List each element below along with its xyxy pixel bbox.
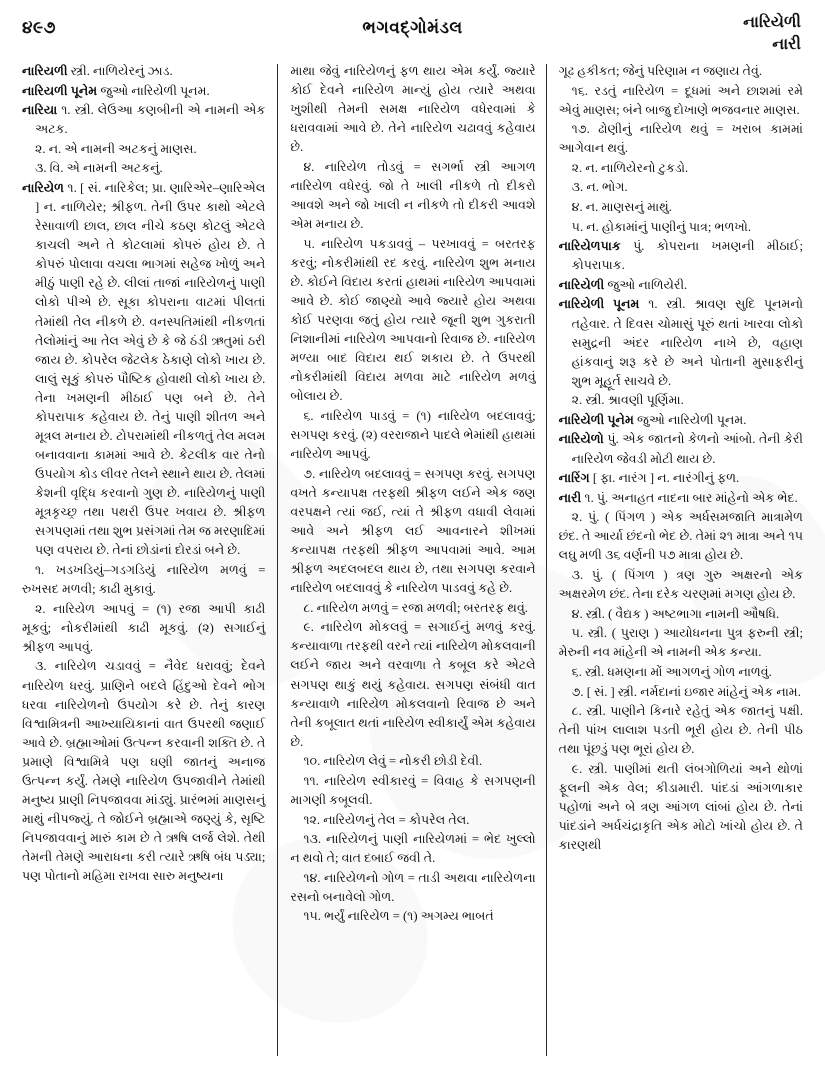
numbered-sense: ૧૭. ઢોણીનું નારિયેળ થવું = ખરાબ કામમાં આગેવાન થવું. <box>558 122 803 156</box>
guide-word-top: નારિયેળી <box>743 14 801 31</box>
numbered-sense: ૩. ન. ભોગ. <box>571 180 628 195</box>
dictionary-entry <box>559 489 803 508</box>
entry-definition: [ ફા. નારંગ ] ન. નારંગીનું ફળ. <box>589 471 740 486</box>
entry-headword: નારિયેળ <box>22 180 64 195</box>
entry-definition: સ્ત્રી. નાળિયેરનું ઝાડ. <box>67 64 173 78</box>
entry-definition: જુઓ નારિયેળી પૂનમ. <box>633 412 747 427</box>
numbered-sense: ૨. પું. ( પિંગળ ) એક અર્ધસમજાતિ માત્રામેળ છંદ. તે આર્યા છંદનો ભેદ છે. તેમાં ૨૧ માત્રા અને ૧૫ લઘુ મળી ૩૬ વર્ણની ૫૭ માત્રા હોય છે. <box>558 510 803 563</box>
numbered-sense: ૧. ખડખડિયું–ગડગડિયું નારિયેળ મળવું = રુખસદ મળવી; કાઢી મુકાવું. <box>22 563 266 597</box>
column-container <box>0 62 825 1070</box>
dictionary-entry <box>559 469 803 488</box>
guide-words <box>743 12 801 55</box>
numbered-sense: ૬. નારિયેળ પાડવું = (૧) નારિયેળ બદલાવવું; સગપણ કરવું. (૨) વરરાજાને પાદલે ભેમાંથી હાથમાં નારિયેળ આપવું. <box>290 408 536 462</box>
numbered-sense: ૧૧. નારિયેળ સ્વીકારવું = વિવાહ કે સગપણની માગણી કબૂલવી. <box>290 773 536 807</box>
numbered-sense: ૧૪. નારિયેળનો ગોળ = તાડી અથવા નારિયેળના રસનો બનાવેલો ગોળ. <box>290 870 536 904</box>
numbered-sense: ૪. ન. માણસનું માથું. <box>571 200 672 215</box>
dictionary-entry <box>559 430 803 468</box>
entry-headword: નારિંગ <box>558 471 590 486</box>
numbered-sense: ૨. નારિયેળ આપવું = (૧) રજા આપી કાઢી મૂકવું; નોકરીમાંથી કાઢી મૂકવું. (૨) સગાઈનું શ્રીફળ આપવું. <box>22 601 266 654</box>
numbered-sense: ૭. નારિયેળ બદલાવવું = સગપણ કરવું. સગપણ વખતે કન્યાપક્ષ તરફથી શ્રીફળ લઈને એક જણ વરપક્ષને ત્યાં જઈ, ત્યાં તે શ્રીફળ વધાવી લેવામાં આવે અને શ્રીફળ લઈ આવનારને શીખમાં કન્યાપક્ષ તરફથી શ્રીફળ આપવામાં આવે. આમ શ્રીફળ અદલબદલ થાય છે, તથા સગપણ કરવાને નારિયેળ બદલાવવું કે નારિયેળ પાડવવું કહે છે. <box>290 466 536 596</box>
dictionary-entry <box>559 237 803 275</box>
numbered-sense: ૯. સ્ત્રી. પાણીમાં થતી લંબગોળિયાં અને થોળાં ફૂલની એક વેલ; કીડામારી. પાંદડાં આંગળાકાર પહોળાં અને બે ત્રણ આંગળ લાંબાં હોય છે. તેનાં પાંદડાંને અર્ધચંદ્રાકૃતિ એક મોટો ખાંચો હોય છે. તે કારણથી <box>558 761 803 853</box>
numbered-sense: ૪. સ્ત્રી. ( વૈદ્યક ) અષ્ટભાગા નામની ઔષધિ. <box>571 606 780 621</box>
page-number: ૪૯૭ <box>22 18 56 37</box>
numbered-sense: ૨. ન. નાળિયેરનો ટુકડો. <box>571 160 689 175</box>
numbered-sense: ૮. સ્ત્રી. પાણીને કિનારે રહેતું એક જાતનું પક્ષી. તેની પાંખ લાલાશ પડતી ભૂરી હોય છે. તેની પીઠ તથા પૂંછડું પણ ભૂરાં હોય છે. <box>558 704 803 757</box>
text-column-1 <box>0 62 277 1070</box>
entry-headword: નારિયળી પૂનેમ <box>22 83 98 98</box>
dictionary-entry <box>559 295 803 390</box>
dictionary-entry <box>22 101 265 139</box>
numbered-sense: ૩. પું. ( પિંગળ ) ત્રણ ગુરુ અક્ષરનો એક અક્ષરમેળ છંદ. તેના દરેક ચરણમાં મગણ હોય છે. <box>558 568 803 602</box>
entry-definition: પું. એક જાતનો કેળનો આંબો. તેની કેરી નારિયેળ જેવડી મોટી થાય છે. <box>571 432 803 466</box>
numbered-sense: ૫. સ્ત્રી. ( પુરાણ ) આયોધનના પુત્ર ફરુની સ્ત્રી; મેરુની નવ માંહેની એ નામની એક કન્યા. <box>558 626 803 660</box>
continuation-paragraph: માથા જેવું નારિયેળનું ફળ થાય એમ કર્યું. જ્યારે કોઈ દેવને નારિયેળ માન્યું હોય ત્યારે અથવા ખુશીથી તેમની સમક્ષ નારિયેળ વધેરવામાં કે ધરાવવામાં આવે છે. તેને નારિયેળ ચઢાવવું કહેવાય છે. <box>290 64 536 155</box>
numbered-sense: ૭. [ સં. ] સ્ત્રી. નર્મદાનાં ઇજાર માંહેનું એક નામ. <box>571 684 801 699</box>
text-column-2 <box>278 62 545 1070</box>
numbered-sense: ૧૦. નારિયેળ લેવું = નોકરી છોડી દેવી. <box>303 754 483 769</box>
dictionary-entry <box>22 179 265 561</box>
entry-headword: નારિયેળી <box>558 277 605 292</box>
book-title: ભગવદ્ગોમંડલ <box>362 18 463 37</box>
numbered-sense: ૩. નારિયેળ ચડાવવું = નૈવેદ ધરાવવું; દેવને નારિયેળ ધરવું. પ્રાણિને બદલે હિંદુઓ દેવને ભોગ ધરવા નારિયેળનો ઉપયોગ કરે છે. તેનું કારણ વિશ્વામિત્રની આખ્યાયિકાનાં વાત ઉપરથી જણાઈ આવે છે. બ્રહ્માઓમાં ઉત્પન્ન કરવાની શક્તિ છે. તે પ્રમાણે વિશ્વામિત્રે પણ ઘણી જાતનું અનાજ ઉત્પન્ન કર્યું. તેમણે નારિયેળ ઉપજાવીને તેમાંથી મનુષ્ય પ્રાણી નિપજાવવા માંડ્યું. પ્રારંભમાં માણસનું માથું નીપજ્યું. તે જોઈને બ્રહ્માએ જણ્યું કે, સૃષ્ટિ નિપજાવવાનું મારું કામ છે તે ઋષિ લર્જ લેશે. તેથી તેમની તેમણે આરાધના કરી ત્યારે ઋષિ બંધ પડ્યા; પણ પોતાનો મહિમા રાખવા સારુ મનુષ્યના <box>22 659 266 884</box>
numbered-sense: ૨. સ્ત્રી. શ્રાવણી પૂર્ણિમા. <box>571 393 684 408</box>
entry-definition: જુઓ નાળિયેરી. <box>604 277 688 292</box>
numbered-sense: ૯. નારિયેળ મોકલવું = સગાઈનું મળવું કરવું. કન્યાવાળા તરફથી વરને ત્યાં નારિયેળ મોકલવાની લઈને જાય અને વરવાળા તે કબૂલ કરે એટલે સગપણ થાકું થયું કહેવાય. સગપણ સંબંધી વાત કન્યાવાળે નારિયેળ મોકલવાનો રિવાજ છે અને તેની કબૂલાત થતાં નારિયેળ સ્વીકાર્યું એમ કહેવાય છે. <box>290 620 536 749</box>
running-head <box>0 12 825 58</box>
dictionary-entry <box>559 276 803 295</box>
numbered-sense: ૫. ન. હોકામાંનું પાણીનું પાત્ર; ભળખો. <box>571 219 752 234</box>
numbered-sense: ૪. નારિયેળ તોડવું = સગર્ભા સ્ત્રી આગળ નારિયેળ વધેરવું. જો તે ખાલી નીકળે તો દીકરો આવશે અને જો ખાલી ન નીકળે તો દીકરી આવશે એમ મનાય છે. <box>290 159 536 232</box>
numbered-sense: ૧૫. ભર્યું નારિયેળ = (૧) અગમ્ય ભાબતં <box>303 909 494 924</box>
entry-headword: નારિયેળો <box>558 432 604 447</box>
numbered-sense: ૧૨. નારિયેળનું તેલ = કોપરેલ તેલ. <box>303 812 470 827</box>
numbered-sense: ૧૬. રડતું નારિયેળ = દૂધમાં અને છાશમાં રમે એવું માણસ; બંને બાજુ દોખાણે ભજવનાર માણસ. <box>558 83 803 117</box>
text-column-3 <box>547 62 825 1070</box>
numbered-sense: ૫. નારિયેળ પકડાવવું – પરખાવવું = બરતરફ કરવું; નોકરીમાંથી રદ કરવું. નારિયેળ શુભ મનાય છે. કોઈને વિદાય કરતાં હાથમાં નારિયેળ આપવામાં આવે છે. કોઈ જાણ્યો આવે જ્યારે હોય અથવા કોઈ પરણવા જતું હોય ત્યારે જૂની શુભ ગુકરાતી નિશાનીમાં નારિયેળ આપવાનો રિવાજ છે. નારિયેળ મળ્યા બાદ વિદાય થઈ શકાય છે. તે ઉપરથી નોકરીમાંથી વિદાય મળવા માટે નારિયેળ મળવું બોલાય છે. <box>290 236 536 404</box>
entry-headword: નારિયા <box>22 103 58 118</box>
numbered-sense: ૩. વિ. એ નામની અટકનું. <box>35 161 163 176</box>
entry-headword: નારિયેળી પૂનમ <box>558 297 640 312</box>
dictionary-entry <box>559 411 803 430</box>
entry-definition: ૧. [ સં. નારિકેલ; પ્રા. ણારિએર–ણારિએલ ] ન. નાળિયેર; શ્રીફળ. તેની ઉપર કાથો એટલે રેસાવાળી છાલ, છાલ નીચે કઠણ કોટલું એટલે કાચલી અને તે કોટલામાં કોપરું હોય છે. તે કોપરું પોલાવા વચલા ભાગમાં સહેજ ખોળું અને મીઠું પાણી રહે છે. લીલાં તાજાં નારિયેળનું પાણી લોકો પીએ છે. સૂકા કોપરાના વાટમાં પીલતાં તેમાંથી તેલ નીકળે છે. વનસ્પતિમાંથી નીકળતાં તેલોમાંનું આ તેલ એવું છે કે જે ઠંડી ઋતુમાં ઠરી જાય છે. કોપરેલ જેટલેક ઠેકાણે લોકો ખાય છે. લાલું સૂકું કોપરું પૌષ્ટિક હોવાથી લોકો ખાય છે. તેના ખમણની મીઠાઈ પણ બને છે. તેને કોપરાપાક કહેવાય છે. તેનું પાણી શીતળ અને મૂત્રલ મનાય છે. ટોપરામાંથી નીકળતું તેલ મલમ બનાવવાના કામમાં આવે છે. કેટલીક વાર તેનો ઉપયોગ કોડ લીવર તેલને સ્થાને થાય છે. તેલમાં કેશની વૃદ્ધિ કરવાનો ગુણ છે. નારિયેળનું પાણી મૂત્રકૃચ્છ્ર તથા પથરી ઉપર ખવાય છે. શ્રીફળ સગપણમાં તથા શુભ પ્રસંગમાં તેમ જ મરણાદિમાં પણ વપરાય છે. તેનાં છોડાંનાં દોરડાં બને છે. <box>35 180 266 558</box>
entry-headword: નારી <box>558 490 582 505</box>
guide-word-bottom: નારી <box>772 35 801 53</box>
entry-headword: નારિયેળપાક <box>558 239 621 254</box>
dictionary-entry <box>22 82 265 101</box>
continuation-paragraph: ગૂઢ હકીકત; જેનું પરિણામ ન જણાય તેવું. <box>558 64 763 78</box>
entry-definition: ૧. પું. અનાહત નાદના બાર માંહેનો એક ભેદ. <box>581 490 798 505</box>
entry-definition: ૧. સ્ત્રી. શ્રાવણ સુદિ પૂનમનો તહેવાર. તે દિવસ ચોમાસું પૂરું થતાં ખારવા લોકો સમુદ્રની અંદર નારિયેળ નાખે છે, વહાણ હાંકવાનું શરૂ કરે છે અને પોતાની મુસાફરીનું શુભ મૂહૂર્ત સાચવે છે. <box>571 297 803 388</box>
entry-definition: પું. કોપરાના ખમણની મીઠાઈ; કોપરાપાક. <box>571 239 803 273</box>
numbered-sense: ૨. ન. એ નામની અટકનું માણસ. <box>35 141 197 156</box>
entry-headword: નારિયેળી પૂનેમ <box>558 412 634 427</box>
entry-definition: જુઓ નારિયેળી પૂનમ. <box>97 83 210 98</box>
entry-definition: ૧. સ્ત્રી. લેઉઆ કણબીની એ નામની એક અટક. <box>35 103 266 137</box>
dictionary-entry <box>22 62 265 81</box>
numbered-sense: ૮. નારિયેળ મળવું = રજા મળવી; બરતરફ થવું. <box>303 600 528 615</box>
numbered-sense: ૧૩. નારિયેળનું પાણી નારિયેળમાં = ભેદ ખુલ્લો ન થવો તે; વાત દબાઈ જવી તે. <box>290 832 536 866</box>
entry-headword: નારિયળી <box>22 64 68 78</box>
numbered-sense: ૬. સ્ત્રી. ધમણના મોં આગળનું ગોળ નાળવું. <box>571 664 772 679</box>
